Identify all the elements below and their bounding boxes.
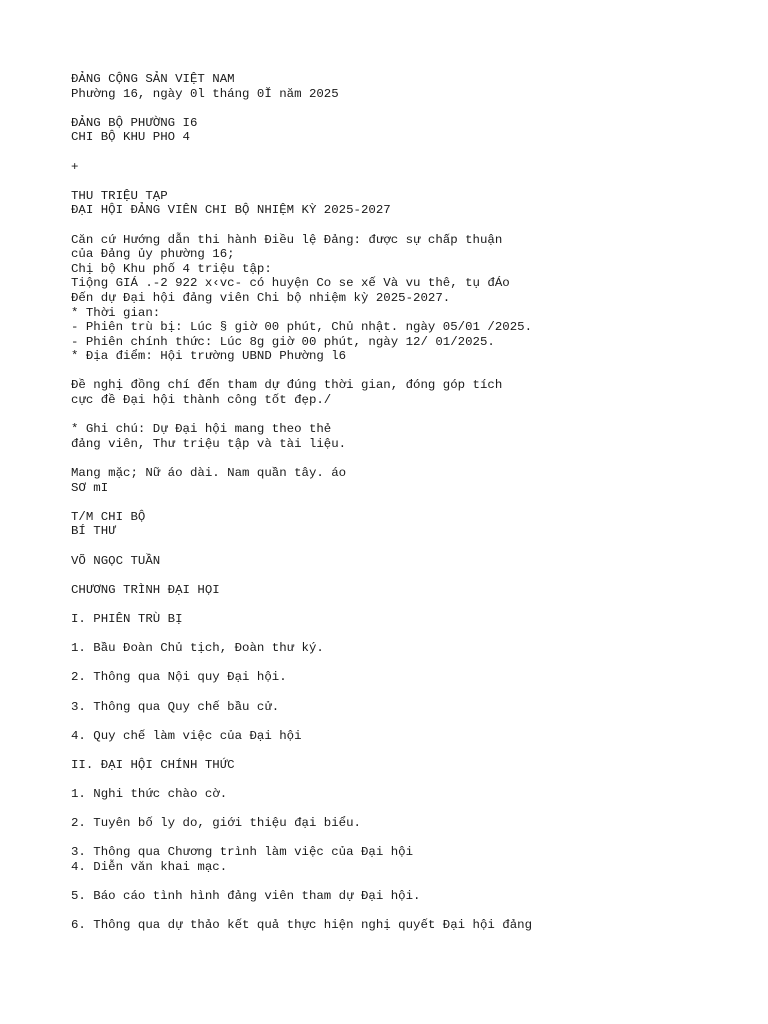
list-item: 4. Quy chế làm việc của Đại hội [71, 728, 302, 743]
body-line: Tiộng GIÁ .-2 922 x‹vc- có huyện Co se xế Và vu thê, tụ đÁo [71, 276, 510, 291]
spacer [71, 627, 751, 642]
body-line: Chị bộ Khu phố 4 triệu tập: [71, 261, 272, 276]
official-session-time: - Phiên chính thức: Lúc 8g giờ 00 phút, ngày 12/ 01/2025. [71, 334, 495, 349]
document-subtitle: ĐẠI HỘI ĐẢNG VIÊN CHI BỘ NHIỆM KỲ 2025-2027 [71, 203, 391, 218]
document-page [71, 72, 751, 933]
dress-code-line: SƠ mI [71, 480, 109, 495]
spacer [71, 101, 751, 116]
list-item: 4. Diễn văn khai mạc. [71, 860, 228, 875]
spacer [71, 218, 751, 233]
list-item: 6. Thông qua dự thảo kết quả thực hiện nghị quyết Đại hội đảng [71, 918, 533, 933]
time-heading: * Thời gian: [71, 305, 161, 320]
spacer [71, 539, 751, 554]
list-item: 5. Báo cáo tình hình đảng viên tham dự Đại hội. [71, 889, 421, 904]
spacer [71, 802, 751, 817]
spacer [71, 831, 751, 846]
spacer [71, 495, 751, 510]
spacer [71, 904, 751, 919]
spacer [71, 364, 751, 379]
list-item: 2. Tuyên bố ly do, giới thiệu đại biểu. [71, 816, 361, 831]
signature-role: BÍ THƯ [71, 524, 116, 539]
spacer [71, 875, 751, 890]
note-line: đảng viên, Thư triệu tập và tài liệu. [71, 436, 347, 451]
preparatory-session-time: - Phiên trù bị: Lúc § giờ 00 phút, Chủ nhật. ngày 05/01 /2025. [71, 320, 533, 335]
party-committee: ĐẢNG BỘ PHƯỜNG I6 [71, 115, 198, 130]
section-heading: I. PHIÊN TRÙ BỊ [71, 611, 183, 626]
spacer [71, 743, 751, 758]
plus-mark: + [71, 159, 79, 174]
spacer [71, 714, 751, 729]
document-title: THU TRIỆU TẠP [71, 188, 168, 203]
spacer [71, 174, 751, 189]
signature-name: VÕ NGỌC TUẦN [71, 553, 161, 568]
body-line: của Đảng ủy phường 16; [71, 247, 235, 262]
request-line: Đề nghị đồng chí đến tham dự đúng thời gian, đóng góp tích [71, 378, 503, 393]
program-title: CHƯƠNG TRÌNH ĐẠI HỌI [71, 582, 220, 597]
list-item: 1. Nghi thức chào cờ. [71, 787, 228, 802]
signature-on-behalf: T/M CHI BỘ [71, 509, 146, 524]
party-name: ĐẢNG CỘNG SẢN VIỆT NAM [71, 72, 235, 86]
section-heading: II. ĐẠI HỘI CHÍNH THỨC [71, 757, 235, 772]
list-item: 3. Thông qua Quy chế bầu cử. [71, 699, 280, 714]
spacer [71, 685, 751, 700]
request-line: cực đề Đại hội thành công tốt đẹp./ [71, 393, 332, 408]
party-cell: CHI BỘ KHU PHO 4 [71, 130, 190, 145]
note-line: * Ghi chú: Dự Đại hội mang theo thẻ [71, 422, 332, 437]
dress-code-line: Mang mặc; Nữ áo dài. Nam quần tây. áo [71, 466, 347, 481]
spacer [71, 408, 751, 423]
spacer [71, 656, 751, 671]
spacer [71, 145, 751, 160]
body-line: Căn cứ Hướng dẫn thi hành Điều lệ Đảng: được sự chấp thuận [71, 232, 503, 247]
spacer [71, 773, 751, 788]
venue: * Địa điểm: Hội trường UBND Phường l6 [71, 349, 347, 364]
spacer [71, 568, 751, 583]
list-item: 2. Thông qua Nội quy Đại hội. [71, 670, 287, 685]
list-item: 3. Thông qua Chương trình làm việc của Đại hội [71, 845, 414, 860]
list-item: 1. Bầu Đoàn Chủ tịch, Đoàn thư ký. [71, 641, 324, 656]
body-line: Đến dự Đại hội đảng viên Chi bộ nhiệm kỳ 2025-2027. [71, 290, 451, 305]
spacer [71, 597, 751, 612]
spacer [71, 451, 751, 466]
date-line: Phường 16, ngày 0l tháng 0Ĭ năm 2025 [71, 86, 339, 101]
